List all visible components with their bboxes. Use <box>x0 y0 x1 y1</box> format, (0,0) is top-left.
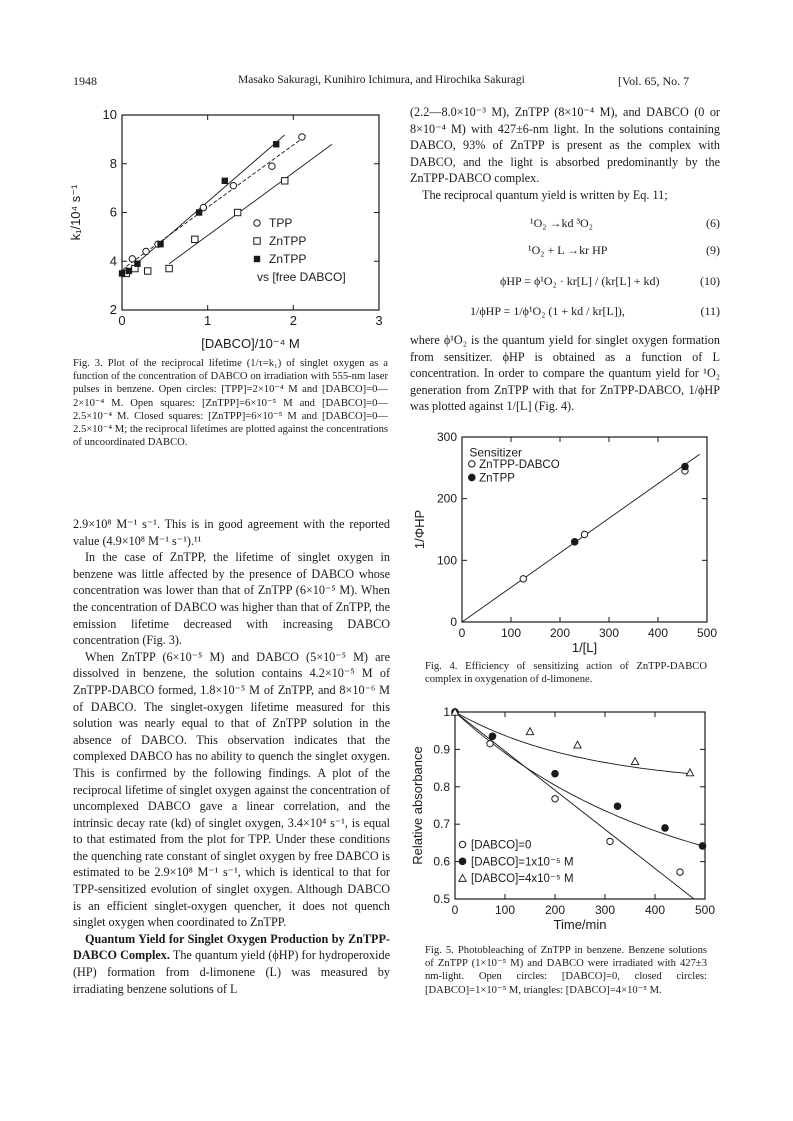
data-point <box>196 209 202 215</box>
data-point <box>489 733 497 741</box>
y-tick-label: 4 <box>109 253 117 269</box>
x-axis-label: [DABCO]/10⁻⁴ M <box>201 336 300 351</box>
equation-6: ¹O₂ →kd ³O₂ (6) <box>530 216 720 230</box>
x-tick-label: 400 <box>647 626 669 640</box>
legend-title: Sensitizer <box>469 445 523 460</box>
legend-label: ZnTPP-DABCO <box>479 458 560 471</box>
y-axis-label: Relative absorbance <box>410 746 425 865</box>
legend-marker <box>459 874 466 881</box>
y-tick-label: 0.8 <box>433 779 450 794</box>
fig4-chart <box>410 425 730 655</box>
legend-label: ZnTPP <box>269 234 307 248</box>
legend-marker <box>459 858 467 866</box>
legend-marker <box>254 220 260 226</box>
data-point <box>574 741 581 748</box>
section-heading: Quantum Yield for Singlet Oxygen Production by ZnTPP-DABCO Complex. <box>73 931 390 963</box>
right-paragraph-1: (2.2—8.0×10⁻³ M), ZnTPP (8×10⁻⁴ M), and DABCO (0 or 8×10⁻⁴ M) with 427±6-nm light. In the solutions containing DABCO, 93% of ZnTPP is present as the complex with DABCO, and the light is absorbed predominantly by the ZnTPP-DABCO complex. <box>410 105 720 186</box>
x-tick-label: 300 <box>594 903 616 917</box>
left-paragraph-2: In the case of ZnTPP, the lifetime of singlet oxygen in benzene was little affected by the presence of DABCO whose concentration was lower than that of ZnTPP (6×10⁻⁵ M). When the concentration of DABCO was higher than that of ZnTPP, the emission lifetime decreased with increasing DABCO concentration (Fig. 3). <box>73 550 390 648</box>
x-tick-label: 500 <box>694 903 716 917</box>
data-point <box>282 178 288 184</box>
fig3-caption: Fig. 3. Plot of the reciprocal lifetime (1/τ=k₁) of singlet oxygen as a function of the concentration of DABCO on irradiation with 555-nm laser pulses in benzene. Open circles: [TPP]=2×10⁻⁴ M and [DABCO]=0—2×10⁻⁴ M. Open squares: [ZnTPP]=6×10⁻⁵ M and [DABCO]=0—2.5×10⁻⁴ M. Closed squares: [ZnTPP]=6×10⁻⁵ M and [DABCO]=0—2.5×10⁻⁴ M; the reciprocal lifetimes are plotted against the concentrations of uncoordinated DABCO. <box>73 358 388 449</box>
right-column-middle <box>410 332 720 415</box>
legend-label: [DABCO]=0 <box>471 839 532 852</box>
legend-marker <box>254 238 260 244</box>
y-tick-label: 100 <box>436 553 457 568</box>
data-point <box>581 531 587 537</box>
x-tick-label: 400 <box>644 903 666 917</box>
legend-label: TPP <box>269 216 293 230</box>
data-point <box>677 869 683 875</box>
legend-marker <box>468 474 476 482</box>
data-point <box>681 463 689 471</box>
data-point <box>273 141 279 147</box>
data-point <box>614 802 622 810</box>
running-authors: Masako Sakuragi, Kunihiro Ichimura, and Hirochika Sakuragi <box>238 74 525 86</box>
x-tick-label: 100 <box>500 626 522 640</box>
page-number: 1948 <box>73 74 97 88</box>
y-tick-label: 0.7 <box>433 817 450 832</box>
data-point <box>230 182 236 188</box>
y-tick-label: 2 <box>109 302 117 317</box>
data-point <box>222 178 228 184</box>
x-tick-label: 200 <box>549 626 571 640</box>
y-tick-label: 0.5 <box>433 892 450 906</box>
x-tick-label: 0 <box>118 313 126 328</box>
legend-marker <box>469 461 475 467</box>
data-point <box>234 209 240 215</box>
x-axis-label: 1/[L] <box>571 640 598 655</box>
data-point <box>119 270 125 276</box>
data-point <box>520 576 526 582</box>
legend-marker <box>459 841 465 847</box>
x-tick-label: 0 <box>451 903 459 917</box>
right-paragraph-2: The reciprocal quantum yield is written by Eq. 11; <box>422 187 668 202</box>
y-tick-label: 10 <box>102 107 117 122</box>
y-tick-label: 300 <box>436 430 457 444</box>
data-point <box>145 268 151 274</box>
data-point <box>126 268 132 274</box>
data-point <box>551 770 559 778</box>
x-tick-label: 0 <box>458 626 466 640</box>
fig5-chart <box>410 702 730 942</box>
data-point <box>552 796 558 802</box>
y-tick-label: 0.6 <box>433 854 450 869</box>
legend-marker <box>254 256 260 262</box>
legend-label: vs [free DABCO] <box>257 270 346 284</box>
right-column-top <box>410 104 720 204</box>
data-point <box>299 134 305 140</box>
data-point <box>192 236 198 242</box>
y-tick-label: 0.9 <box>433 742 450 757</box>
x-tick-label: 300 <box>598 626 620 640</box>
data-point <box>686 769 693 776</box>
equation-9: ¹O₂ + L →kr HP (9) <box>528 243 720 257</box>
fig4-caption: Fig. 4. Efficiency of sensitizing action of ZnTPP-DABCO complex in oxygenation of d-limonene. <box>425 661 707 686</box>
y-tick-label: 1 <box>443 705 450 719</box>
x-tick-label: 500 <box>696 626 718 640</box>
y-tick-label: 8 <box>109 155 117 171</box>
fig5-caption: Fig. 5. Photobleaching of ZnTPP in benzene. Benzene solutions of ZnTPP (1×10⁻⁵ M) and DABCO were irradiated with 427±3 nm-light. Open circles: [DABCO]=0, closed circles: [DABCO]=1×10⁻⁵ M, triangles: [DABCO]=4×10⁻⁵ M. <box>425 945 707 996</box>
x-tick-label: 2 <box>289 313 297 328</box>
equation-10: ϕHP = ϕ¹O₂ · kr[L] / (kr[L] + kd) (10) <box>500 274 720 288</box>
curve-dabco-0 <box>455 712 694 899</box>
x-tick-label: 100 <box>494 903 516 917</box>
y-tick-label: 200 <box>436 491 457 506</box>
fit-line-zntpp-open <box>169 144 332 263</box>
data-point <box>699 842 707 850</box>
data-point <box>157 241 163 247</box>
legend-label: [DABCO]=1x10⁻⁵ M <box>471 856 574 869</box>
left-column <box>73 516 390 997</box>
data-point <box>631 758 638 765</box>
data-point <box>134 260 140 266</box>
x-axis-label: Time/min <box>553 917 607 932</box>
x-tick-label: 3 <box>375 313 383 328</box>
data-point <box>661 824 669 832</box>
volume-info: [Vol. 65, No. 7 <box>618 74 690 88</box>
left-paragraph-4: The quantum yield (ϕHP) for hydroperoxide (HP) formation from d-limonene (L) was measured by irradiating benzene solutions of L <box>73 948 390 996</box>
x-tick-label: 1 <box>204 313 212 328</box>
data-point <box>166 265 172 271</box>
legend-label: ZnTPP <box>479 472 515 485</box>
y-axis-label: k₁/10⁴ s⁻¹ <box>68 184 83 241</box>
legend-label: ZnTPP <box>269 252 307 266</box>
data-point <box>269 163 275 169</box>
left-paragraph-1: 2.9×10⁸ M⁻¹ s⁻¹. This is in good agreement with the reported value (4.9×10⁸ M⁻¹ s⁻¹).¹¹ <box>73 517 390 548</box>
equation-11: 1/ϕHP = 1/ϕ¹O₂ (1 + kd / kr[L]), (11) <box>470 304 720 318</box>
right-paragraph-3: where ϕ¹O₂ is the quantum yield for singlet oxygen formation from sensitizer. ϕHP is obtained as a function of L concentration. In order to compare the quantum yield for ¹O₂ generation from ZnTPP with that for ZnTPP-DABCO, 1/ϕHP was plotted against 1/[L] (Fig. 4). <box>410 333 720 414</box>
y-axis-label: 1/ΦHP <box>412 509 427 550</box>
y-tick-label: 6 <box>109 204 117 220</box>
data-point <box>143 248 149 254</box>
y-tick-label: 0 <box>450 615 457 629</box>
data-point <box>607 838 613 844</box>
x-tick-label: 200 <box>544 903 566 917</box>
fig3-chart <box>62 100 397 355</box>
left-paragraph-3: When ZnTPP (6×10⁻⁵ M) and DABCO (5×10⁻⁵ M) are dissolved in benzene, the solution contains 4.2×10⁻⁵ M of ZnTPP-DABCO formed, 1.8×10⁻⁵ M of ZnTPP, and 8×10⁻⁶ M of DABCO. The singlet-oxygen lifetime measured for this solution was nearly equal to that of ZnTPP solution in the absence of DABCO. This observation indicates that the complexed DABCO has no ability to quench the singlet oxygen. This is confirmed by the following findings. A plot of the reciprocal lifetime of singlet oxygen against the concentration of uncomplexed DABCO gave a linear correlation, and the intrinsic decay rate (kd) of singlet oxygen, 3.4×10⁴ s⁻¹, is equal to that estimated from the plot for TPP. Under these conditions the quenching rate constant of singlet oxygen by free DABCO is estimated to be 2.9×10⁸ M⁻¹ s⁻¹, which is identical to that for TPP-sensitized evolution of singlet oxygen. Although DABCO is an efficient singlet-oxygen quencher, it does not quench singlet oxygen when coordinated to ZnTPP. <box>73 649 390 930</box>
data-point <box>571 538 579 546</box>
data-point <box>487 741 493 747</box>
data-point <box>526 728 533 735</box>
legend-label: [DABCO]=4x10⁻⁵ M <box>471 873 574 886</box>
